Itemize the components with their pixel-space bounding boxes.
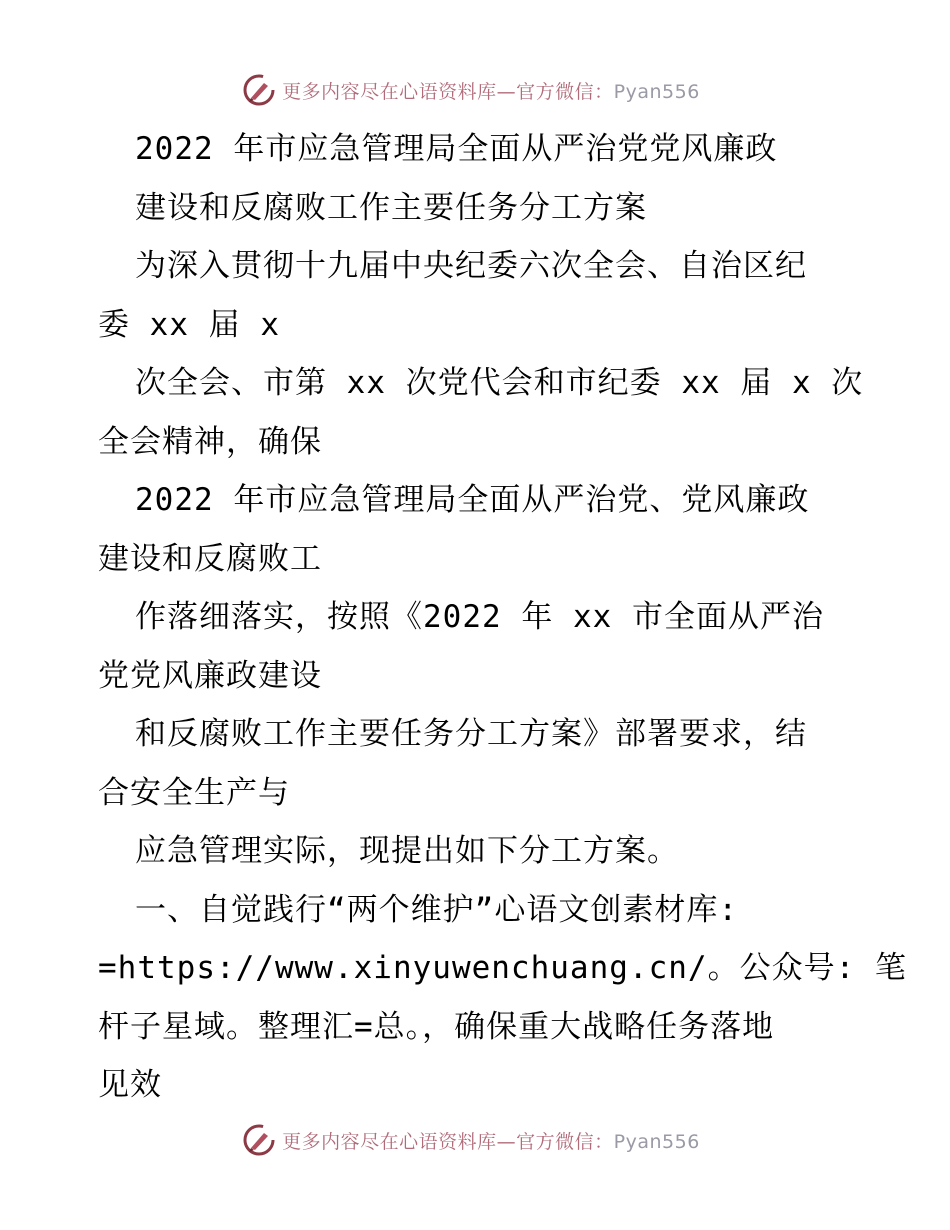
paragraph-line: 为深入贯彻十九届中央纪委六次全会、自治区纪	[135, 248, 807, 284]
paragraph-line: 合安全生产与	[98, 774, 290, 811]
paragraph-line: 应急管理实际，现提出如下分工方案。	[135, 833, 679, 869]
paragraph-line: 全会精神，确保	[98, 423, 322, 460]
pen-circle-logo-icon	[242, 1123, 276, 1157]
paragraph-line: 和反腐败工作主要任务分工方案》部署要求，结	[135, 716, 807, 752]
banner-content	[242, 1123, 700, 1157]
document-body	[98, 120, 907, 1115]
paragraph-line: 建设和反腐败工	[98, 540, 322, 577]
pen-circle-logo-icon	[242, 73, 276, 107]
paragraph-line: 杆子星域。整理汇=总。，确保重大战略任务落地	[98, 1008, 775, 1045]
paragraph-line: 党党风廉政建设	[98, 657, 322, 694]
header-watermark-banner	[0, 70, 950, 110]
section-heading-line: 一、自觉践行“两个维护”心语文创素材库:	[135, 891, 738, 928]
banner-content	[242, 73, 700, 107]
banner-text	[282, 1127, 700, 1154]
title-line-2: 建设和反腐败工作主要任务分工方案	[135, 189, 647, 226]
paragraph-line: 见效	[98, 1067, 162, 1103]
banner-main-text: 更多内容尽在心语资料库—官方微信：	[282, 1130, 614, 1153]
banner-text	[282, 77, 700, 104]
banner-wechat-id: Pyan556	[613, 80, 700, 103]
paragraph-line: =https://www.xinyuwenchuang.cn/。公众号: 笔	[98, 950, 907, 986]
paragraph-line: 作落细落实，按照《2022 年 xx 市全面从严治	[135, 599, 824, 635]
banner-main-text: 更多内容尽在心语资料库—官方微信：	[282, 80, 614, 103]
paragraph-line: 委 xx 届 x	[98, 306, 280, 343]
paragraph-line: 2022 年市应急管理局全面从严治党、党风廉政	[135, 482, 810, 518]
paragraph-line: 次全会、市第 xx 次党代会和市纪委 xx 届 x 次	[135, 365, 864, 401]
title-line-1: 2022 年市应急管理局全面从严治党党风廉政	[135, 131, 778, 167]
banner-wechat-id: Pyan556	[613, 1130, 700, 1153]
footer-watermark-banner	[0, 1120, 950, 1160]
